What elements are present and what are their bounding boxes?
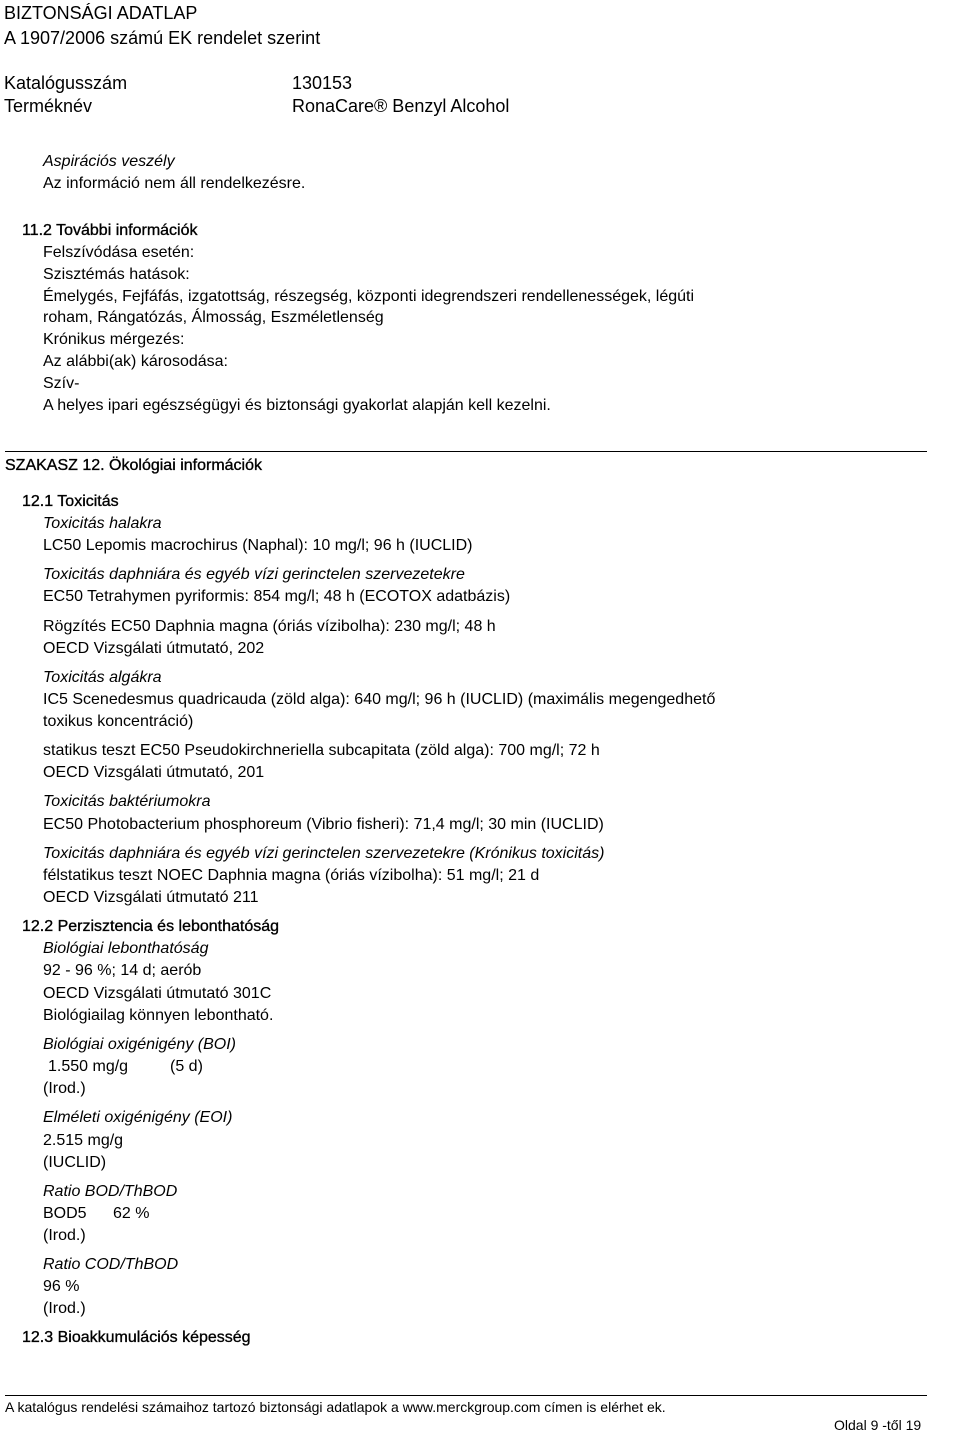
ratio-bod-source: (Irod.) [43, 1227, 86, 1244]
biodegradability-value: OECD Vizsgálati útmutató 301C [43, 985, 272, 1002]
ratio-cod-value: 96 % [43, 1278, 80, 1295]
further-info-line: roham, Rángatózás, Álmosság, Eszméletlenség [43, 309, 384, 326]
footer-note: A katalógus rendelési számaihoz tartozó biztonsági adatlapok a www.merckgroup.com címen is elérhet ek. [5, 1399, 666, 1415]
catalog-number: 130153 [292, 73, 353, 93]
algae-toxicity-label: Toxicitás algákra [43, 669, 162, 686]
biodegradability-value: 92 - 96 %; 14 d; aerób [43, 962, 202, 979]
chronic-toxicity-value: félstatikus teszt NOEC Daphnia magna (óriás vízibolha): 51 mg/l; 21 d [43, 867, 540, 884]
further-info-heading: 11.2 További információk [22, 222, 198, 239]
bod-source: (Irod.) [43, 1080, 86, 1097]
section-12-title: SZAKASZ 12. Ökológiai információk [5, 457, 262, 474]
further-info-line: Émelygés, Fejfáfás, izgatottság, részegség, központi idegrendszeri rendellenességek, légúti [43, 288, 695, 305]
chronic-toxicity-label: Toxicitás daphniára és egyéb vízi gerinctelen szervezetekre (Krónikus toxicitás) [43, 845, 605, 862]
page-number: Oldal 9 -től 19 [834, 1417, 922, 1433]
product-label: Terméknév [4, 96, 93, 116]
fish-toxicity-label: Toxicitás halakra [43, 515, 162, 532]
fish-toxicity-value: LC50 Lepomis macrochirus (Naphal): 10 mg/l; 96 h (IUCLID) [43, 537, 473, 554]
biodegradability-label: Biológiai lebonthatóság [43, 940, 209, 957]
ratio-cod-source: (Irod.) [43, 1300, 86, 1317]
aspiration-text: Az információ nem áll rendelkezésre. [43, 175, 306, 192]
catalog-label: Katalógusszám [4, 73, 128, 93]
persistence-heading: 12.2 Perzisztencia és lebonthatóság [22, 918, 280, 935]
daphnia-toxicity-value: OECD Vizsgálati útmutató, 202 [43, 640, 265, 657]
document-title: BIZTONSÁGI ADATLAP [4, 3, 198, 23]
further-info-line: Szív- [43, 375, 80, 392]
section-divider [5, 451, 927, 452]
daphnia-toxicity-value: EC50 Tetrahymen pyriformis: 854 mg/l; 48 h (ECOTOX adatbázis) [43, 588, 511, 605]
bod-duration: (5 d) [170, 1058, 203, 1075]
algae-toxicity-value: IC5 Scenedesmus quadricauda (zöld alga): 640 mg/l; 96 h (IUCLID) (maximális megengedhető [43, 691, 716, 708]
further-info-line: A helyes ipari egészségügyi és biztonsági gyakorlat alapján kell kezelni. [43, 397, 551, 414]
daphnia-toxicity-label: Toxicitás daphniára és egyéb vízi gerinctelen szervezetekre [43, 566, 465, 583]
ratio-bod-name: BOD5 [43, 1205, 87, 1222]
product-name: RonaCare® Benzyl Alcohol [292, 96, 510, 116]
tod-label: Elméleti oxigénigény (EOI) [43, 1109, 233, 1126]
bacteria-toxicity-label: Toxicitás baktériumokra [43, 793, 211, 810]
ratio-bod-label: Ratio BOD/ThBOD [43, 1183, 178, 1200]
bioaccumulation-heading: 12.3 Bioakkumulációs képesség [22, 1329, 251, 1346]
algae-toxicity-value: OECD Vizsgálati útmutató, 201 [43, 764, 265, 781]
further-info-line: Szisztémás hatások: [43, 266, 190, 283]
biodegradability-value: Biológiailag könnyen lebontható. [43, 1007, 274, 1024]
further-info-line: Krónikus mérgezés: [43, 331, 185, 348]
bod-value: 1.550 mg/g [48, 1058, 129, 1075]
algae-toxicity-value: toxikus koncentráció) [43, 713, 194, 730]
further-info-line: Az alábbi(ak) károsodása: [43, 353, 228, 370]
toxicity-heading: 12.1 Toxicitás [22, 493, 119, 510]
bod-label: Biológiai oxigénigény (BOI) [43, 1036, 236, 1053]
tod-value: 2.515 mg/g [43, 1132, 124, 1149]
aspiration-heading: Aspirációs veszély [43, 153, 175, 170]
daphnia-toxicity-value: Rögzítés EC50 Daphnia magna (óriás vízibolha): 230 mg/l; 48 h [43, 618, 496, 635]
further-info-line: Felszívódása esetén: [43, 244, 195, 261]
chronic-toxicity-value: OECD Vizsgálati útmutató 211 [43, 889, 259, 906]
footer-divider [5, 1395, 927, 1396]
algae-toxicity-value: statikus teszt EC50 Pseudokirchneriella subcapitata (zöld alga): 700 mg/l; 72 h [43, 742, 600, 759]
regulation-line: A 1907/2006 számú EK rendelet szerint [4, 28, 321, 48]
tod-source: (IUCLID) [43, 1154, 107, 1171]
ratio-bod-value: 62 % [113, 1205, 150, 1222]
bacteria-toxicity-value: EC50 Photobacterium phosphoreum (Vibrio fisheri): 71,4 mg/l; 30 min (IUCLID) [43, 816, 604, 833]
ratio-cod-label: Ratio COD/ThBOD [43, 1256, 179, 1273]
